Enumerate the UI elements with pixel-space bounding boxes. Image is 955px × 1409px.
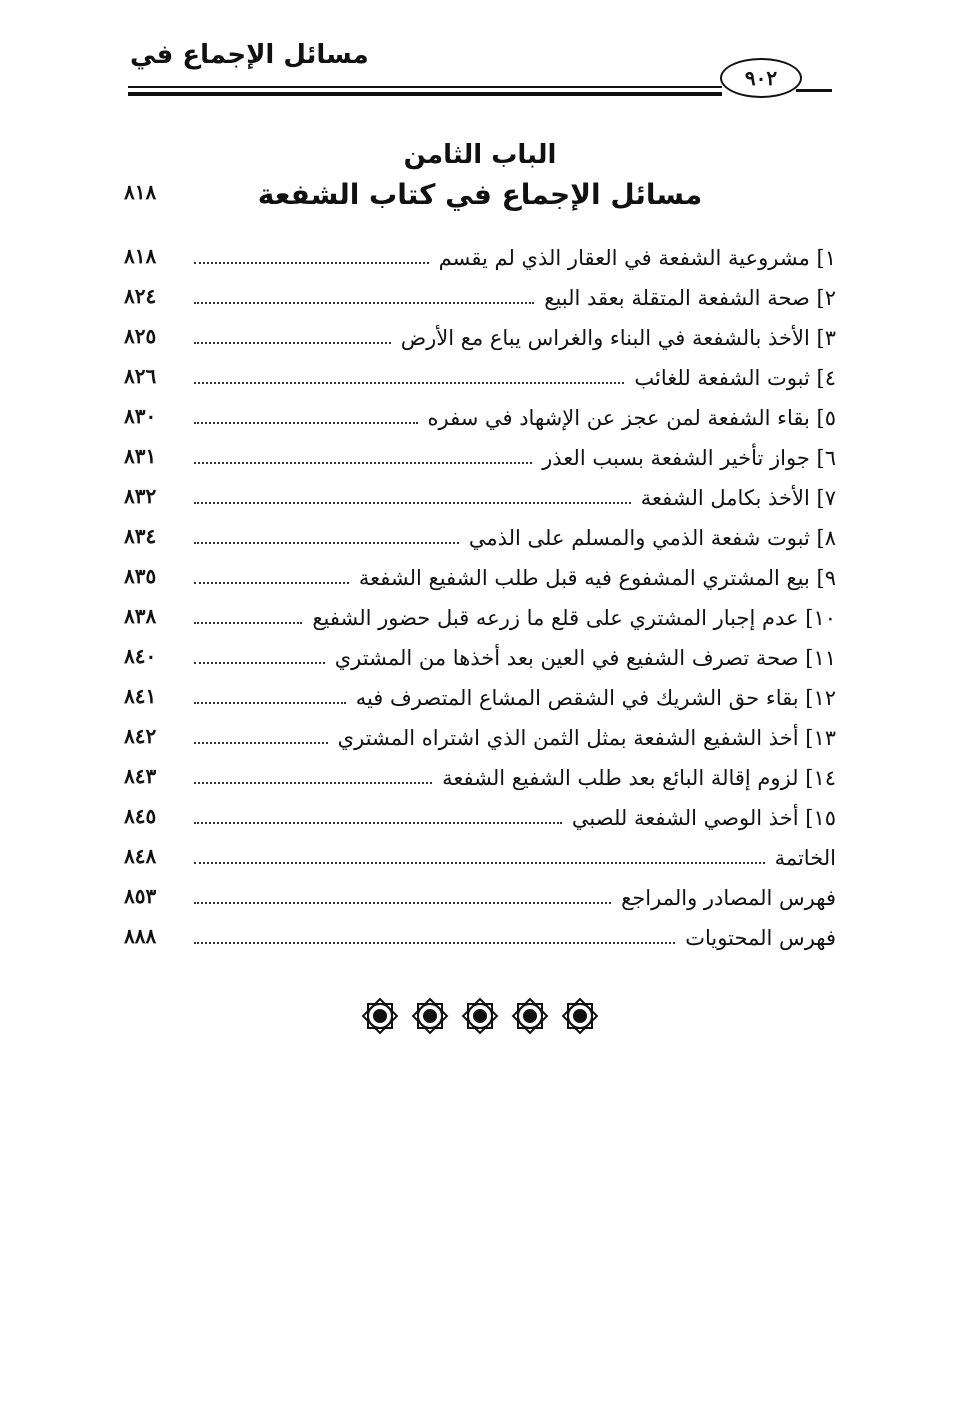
toc-entry-title: فهرس المحتويات [685, 926, 836, 950]
toc-entry-page: ٨٣٢ [124, 484, 157, 508]
toc-entry[interactable] [124, 516, 836, 556]
toc-entry[interactable] [124, 396, 836, 436]
toc-entry[interactable] [124, 716, 836, 756]
toc-entry[interactable] [124, 796, 836, 836]
toc-entry-page: ٨٤٨ [124, 844, 157, 868]
toc-entry-title: ٤] ثبوت الشفعة للغائب [634, 366, 836, 390]
toc-entry-title: ٦] جواز تأخير الشفعة بسبب العذر [542, 446, 836, 470]
flower-ornament-icon [410, 996, 450, 1036]
page-number-badge [720, 58, 802, 98]
leader-dots [194, 942, 675, 944]
flower-ornament-icon [360, 996, 400, 1036]
leader-dots [194, 702, 346, 704]
leader-dots [194, 622, 302, 624]
toc-entry[interactable] [124, 436, 836, 476]
toc-entry-page: ٨٢٦ [124, 364, 157, 388]
page-header [0, 0, 955, 110]
toc-entry-page: ٨٣٤ [124, 524, 157, 548]
leader-dots [194, 262, 429, 264]
toc-entry[interactable] [124, 836, 836, 876]
header-rule-thin [128, 86, 722, 88]
toc-entry-page: ٨٣٨ [124, 604, 157, 628]
leader-dots [194, 302, 534, 304]
leader-dots [194, 902, 611, 904]
toc-entry-title: ١٥] أخذ الوصي الشفعة للصبي [571, 806, 836, 830]
toc-entry[interactable] [124, 276, 836, 316]
toc-entry-title: ١١] صحة تصرف الشفيع في العين بعد أخذها من المشتري [334, 646, 836, 670]
toc-entry-title: ٥] بقاء الشفعة لمن عجز عن الإشهاد في سفره [427, 406, 836, 430]
end-ornament [360, 996, 600, 1036]
chapter-title: مسائل الإجماع في كتاب الشفعة [257, 178, 703, 211]
flower-ornament-icon [460, 996, 500, 1036]
toc-entry-page: ٨١٨ [124, 244, 157, 268]
toc-entry[interactable] [124, 476, 836, 516]
toc-entry-title: ٩] بيع المشتري المشفوع فيه قبل طلب الشفيع الشفعة [358, 566, 836, 590]
toc-entry-page: ٨٤١ [124, 684, 157, 708]
header-rule-right [796, 89, 832, 92]
toc-entry-page: ٨٤٥ [124, 804, 157, 828]
toc-entry[interactable] [124, 916, 836, 956]
toc-entry-title: فهرس المصادر والمراجع [621, 886, 836, 910]
leader-dots [194, 662, 325, 664]
toc-entry-page: ٨٣٥ [124, 564, 157, 588]
toc-entry-title: ٢] صحة الشفعة المتقلة بعقد البيع [544, 286, 836, 310]
leader-dots [194, 342, 391, 344]
toc-entry[interactable] [124, 596, 836, 636]
toc-entry-title: ١٢] بقاء حق الشريك في الشقص المشاع المتصرف فيه [355, 686, 836, 710]
toc-entry[interactable] [124, 236, 836, 276]
chapter-label: الباب الثامن [403, 140, 557, 170]
toc-entry-title: ١] مشروعية الشفعة في العقار الذي لم يقسم [438, 246, 836, 270]
toc-entry-page: ٨٢٥ [124, 324, 157, 348]
leader-dots [194, 862, 765, 864]
toc-entry-title: الخاتمة [774, 846, 836, 870]
toc-entry-title: ١٤] لزوم إقالة البائع بعد طلب الشفيع الشفعة [442, 766, 836, 790]
toc-entry[interactable] [124, 876, 836, 916]
page-number: ٩٠٢ [744, 66, 778, 90]
leader-dots [194, 782, 432, 784]
toc-entry[interactable] [124, 676, 836, 716]
toc-entry[interactable] [124, 756, 836, 796]
header-rule-thick [128, 92, 722, 96]
toc-entry-page: ٨٥٣ [124, 884, 157, 908]
toc-entry-title: ٣] الأخذ بالشفعة في البناء والغراس يباع مع الأرض [400, 326, 836, 350]
toc-entry-title: ٨] ثبوت شفعة الذمي والمسلم على الذمي [468, 526, 836, 550]
toc-entry-title: ٧] الأخذ بكامل الشفعة [640, 486, 836, 510]
table-of-contents [124, 236, 836, 956]
toc-entry-title: ١٠] عدم إجبار المشتري على قلع ما زرعه قبل حضور الشفيع [312, 606, 836, 630]
leader-dots [194, 462, 532, 464]
toc-entry-title: ١٣] أخذ الشفيع الشفعة بمثل الثمن الذي اشتراه المشتري [337, 726, 836, 750]
leader-dots [194, 382, 624, 384]
running-title: مسائل الإجماع في [130, 40, 369, 70]
leader-dots [194, 742, 328, 744]
toc-entry[interactable] [124, 636, 836, 676]
leader-dots [194, 542, 459, 544]
chapter-page-number: ٨١٨ [124, 180, 157, 204]
toc-entry[interactable] [124, 556, 836, 596]
toc-entry-page: ٨٨٨ [124, 924, 157, 948]
toc-entry-page: ٨٢٤ [124, 284, 157, 308]
flower-ornament-icon [560, 996, 600, 1036]
toc-entry-page: ٨٤٣ [124, 764, 157, 788]
toc-entry-page: ٨٤٠ [124, 644, 157, 668]
toc-entry-page: ٨٤٢ [124, 724, 157, 748]
leader-dots [194, 582, 349, 584]
leader-dots [194, 422, 418, 424]
leader-dots [194, 502, 631, 504]
toc-entry[interactable] [124, 316, 836, 356]
toc-entry[interactable] [124, 356, 836, 396]
leader-dots [194, 822, 562, 824]
toc-entry-page: ٨٣١ [124, 444, 157, 468]
flower-ornament-icon [510, 996, 550, 1036]
toc-entry-page: ٨٣٠ [124, 404, 157, 428]
